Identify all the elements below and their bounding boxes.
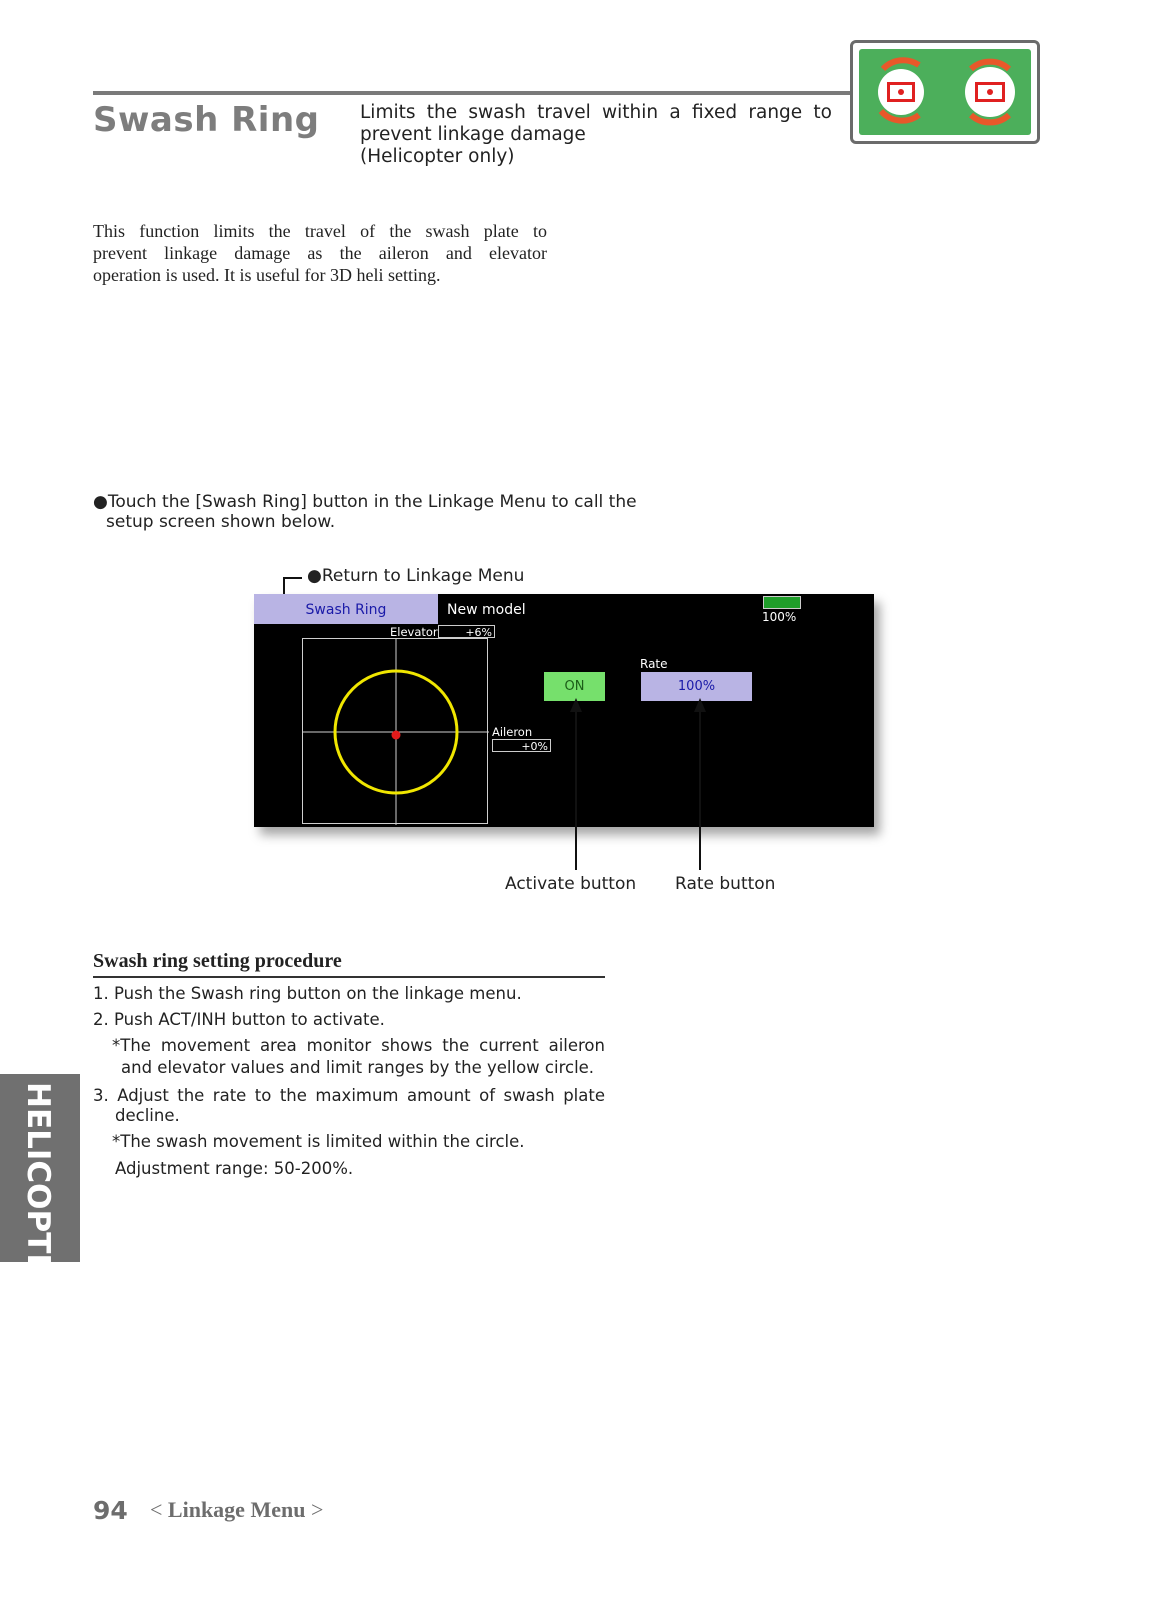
section-side-tab bbox=[0, 1074, 80, 1299]
elevator-value: +6% bbox=[438, 625, 495, 638]
model-name: New model bbox=[447, 602, 526, 618]
procedure-step-3 bbox=[93, 1085, 605, 1127]
rate-button-caption: Rate button bbox=[675, 874, 776, 894]
page-subtitle bbox=[360, 102, 832, 168]
footer-menu-name: Linkage Menu bbox=[167, 1497, 306, 1522]
activate-button[interactable]: ON bbox=[544, 672, 605, 701]
intro-line-2: prevent linkage damage as the aileron and elevator bbox=[93, 243, 547, 263]
activate-button-caption: Activate button bbox=[505, 874, 637, 894]
procedure-note-3: *The swash movement is limited within the circle. bbox=[112, 1132, 525, 1151]
step-3-line-1: 3. Adjust the rate to the maximum amount of swash plate bbox=[93, 1086, 605, 1105]
swash-plate-left-icon bbox=[878, 60, 924, 120]
intro-paragraph bbox=[93, 220, 547, 286]
note-2-line-2: and elevator values and limit ranges by the yellow circle. bbox=[121, 1058, 595, 1077]
footer-bracket-close: > bbox=[310, 1497, 324, 1522]
swash-plate-right-icon bbox=[965, 62, 1015, 123]
touch-line-1: ●Touch the [Swash Ring] button in the Linkage Menu to call the bbox=[93, 492, 637, 512]
header-rule bbox=[93, 91, 853, 95]
note-2-line-1: *The movement area monitor shows the current aileron bbox=[112, 1036, 605, 1055]
aileron-label: Aileron bbox=[492, 725, 533, 739]
procedure-rule bbox=[93, 976, 605, 978]
intro-line-1: This function limits the travel of the swash plate to bbox=[93, 221, 547, 241]
callout-arrows bbox=[560, 696, 720, 876]
touch-instruction bbox=[93, 492, 637, 532]
procedure-step-1: 1. Push the Swash ring button on the linkage menu. bbox=[93, 984, 522, 1003]
footer-bracket-open: < bbox=[150, 1497, 163, 1522]
aileron-value: +0% bbox=[492, 739, 551, 752]
side-tab-label: HELICOPTER bbox=[20, 1082, 56, 1299]
subtitle-line-2: prevent linkage damage bbox=[360, 124, 586, 145]
swash-ring-icon bbox=[859, 49, 1031, 135]
activate-arrow-head bbox=[570, 698, 582, 712]
adjustment-range: Adjustment range: 50-200%. bbox=[115, 1159, 354, 1178]
page-number: 94 bbox=[93, 1496, 128, 1525]
function-icon bbox=[850, 40, 1040, 144]
step-3-line-2: decline. bbox=[115, 1106, 180, 1125]
intro-line-3: operation is used. It is useful for 3D heli setting. bbox=[93, 265, 441, 285]
swash-ring-tab-button[interactable]: Swash Ring bbox=[254, 594, 438, 624]
elevator-label: Elevator bbox=[390, 625, 438, 639]
subtitle-line-3: (Helicopter only) bbox=[360, 146, 515, 167]
battery-icon bbox=[763, 596, 801, 609]
movement-area-monitor bbox=[302, 638, 488, 824]
procedure-note-2 bbox=[93, 1035, 605, 1079]
footer-section-name bbox=[150, 1497, 323, 1523]
procedure-heading: Swash ring setting procedure bbox=[93, 950, 342, 972]
battery-percent: 100% bbox=[762, 610, 797, 624]
touch-line-2: setup screen shown below. bbox=[106, 512, 336, 532]
procedure-step-2: 2. Push ACT/INH button to activate. bbox=[93, 1010, 385, 1029]
return-callout-label: ●Return to Linkage Menu bbox=[307, 566, 525, 586]
stick-position-dot bbox=[392, 731, 401, 740]
rate-label: Rate bbox=[640, 657, 668, 671]
rate-arrow-head bbox=[694, 698, 706, 712]
subtitle-line-1: Limits the swash travel within a fixed range to bbox=[360, 102, 832, 123]
rate-button[interactable]: 100% bbox=[641, 672, 752, 701]
page-title: Swash Ring bbox=[93, 100, 320, 140]
